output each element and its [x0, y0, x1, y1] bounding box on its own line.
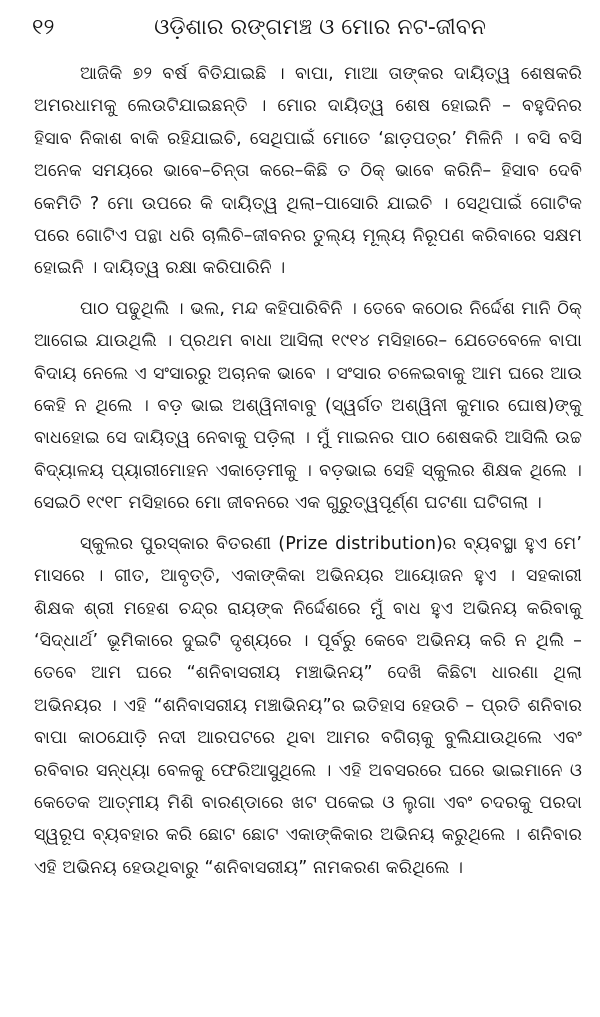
body-text	[34, 58, 582, 892]
page-number: ୧୨	[32, 15, 55, 40]
running-title: ଓଡ଼ିଶାର ରଙ୍ଗମଞ୍ଚ ଓ ମୋର ନଟ-ଜୀବନ	[154, 15, 486, 40]
paragraph-3: ସ୍କୁଲର ପୁରସ୍କାର ବିତରଣୀ (Prize distribution)ର ବ୍ୟବସ୍ଥା ହୁଏ ମେ’ ମାସରେ । ଗୀତ, ଆବୃତ୍ତି, ଏକାଙ୍କିକା ଅଭିନୟର ଆୟୋଜନ ହୁଏ । ସହକାରୀ ଶିକ୍ଷକ ଶ୍ରୀ ମହେଶ ଚନ୍ଦ୍ର ରାୟଙ୍କ ନିର୍ଦ୍ଦେଶରେ ମୁଁ ବାଧ ହୁଏ ଅଭିନୟ କରିବାକୁ ‘ସିଦ୍ଧାର୍ଥ’ ଭୂମିକାରେ ଦୁଇଟି ଦୃଶ୍ୟରେ । ପୂର୍ବରୁ କେବେ ଅଭିନୟ କରି ନ ଥିଲି – ତେବେ ଆମ ଘରେ “ଶନିବାସରୀୟ ମଞ୍ଚାଭିନୟ” ଦେଖି କିଛିଟା ଧାରଣା ଥିଲା ଅଭିନୟର । ଏହି “ଶନିବାସରୀୟ ମଞ୍ଚାଭିନୟ”ର ଇତିହାସ ହେଉଚି – ପ୍ରତି ଶନିବାର ବାପା କାଠଯୋଡ଼ି ନଦୀ ଆରପଟରେ ଥିବା ଆମର ବଗିଚାକୁ ବୁଲିଯାଉଥିଲେ ଏବଂ ରବିବାର ସନ୍ଧ୍ୟା ବେଳକୁ ଫେରିଆସୁଥିଲେ । ଏହି ଅବସରରେ ଘରେ ଭାଇମାନେ ଓ କେତେକ ଆତ୍ମୀୟ ମିଶି ବାରଣ୍ଡାରେ ଖଟ ପକେଇ ଓ ଲୁଗା ଏବଂ ଚଦରକୁ ପରଦା ସ୍ୱରୂପ ବ୍ୟବହାର କରି ଛୋଟ ଛୋଟ ଏକାଙ୍କିକାର ଅଭିନୟ କରୁଥିଲେ । ଶନିବାର ଏହି ଅଭିନୟ ହେଉଥିବାରୁ “ଶନିବାସରୀୟ” ନାମକରଣ କରିଥିଲେ ।	[34, 533, 582, 878]
paragraph-2: ପାଠ ପଢୁଥିଲି । ଭଲ, ମନ୍ଦ କହିପାରିବିନି । ତେବେ କଠୋର ନିର୍ଦ୍ଦେଶ ମାନି ଠିକ୍ ଆଗେଇ ଯାଉଥିଲି । ପ୍ରଥମ ବାଧା ଆସିଲା ୧୯୧୪ ମସିହାରେ– ଯେତେବେଳେ ବାପା ବିଦାୟ ନେଲେ ଏ ସଂସାରରୁ ଅଚାନକ ଭାବେ । ସଂସାର ଚଳେଇବାକୁ ଆମ ଘରେ ଆଉ କେହି ନ ଥିଲେ । ବଡ଼ ଭାଇ ଅଶ୍ୱିନୀବାବୁ (ସ୍ୱର୍ଗତ ଅଶ୍ୱିନୀ କୁମାର ଘୋଷ)ଙ୍କୁ ବାଧହୋଇ ସେ ଦାୟିତ୍ୱ ନେବାକୁ ପଡ଼ିଲା । ମୁଁ ମାଇନର ପାଠ ଶେଷକରି ଆସିଲି ଉଚ୍ଚ ବିଦ୍ୟାଳୟ ପ୍ୟାରୀମୋହନ ଏକାଡ଼େମୀକୁ । ବଡ଼ଭାଇ ସେହି ସ୍କୁଲର ଶିକ୍ଷକ ଥିଲେ । ସେଇଠି ୧୯୧୮ ମସିହାରେ ମୋ ଜୀବନରେ ଏକ ଗୁରୁତ୍ୱପୂର୍ଣ୍ଣ ଘଟଣା ଘଟିଗଲା ।	[34, 298, 582, 514]
page-header	[0, 12, 600, 44]
paragraph-1: ଆଜିକି ୭୨ ବର୍ଷ ବିତିଯାଇଛି । ବାପା, ମାଆ ତାଙ୍କର ଦାୟିତ୍ୱ ଶେଷକରି ଅମରଧାମକୁ ଲେଉଟିଯାଇଛନ୍ତି । ମୋର ଦାୟିତ୍ୱ ଶେଷ ହୋଇନି – ବହୁଦିନର ହିସାବ ନିକାଶ ବାକି ରହିଯାଇଚି, ସେଥିପାଇଁ ମୋତେ ‘ଛାଡ଼ପତ୍ର’ ମିଳିନି । ବସି ବସି ଅନେକ ସମୟରେ ଭାବେ–ଚିନ୍ତା କରେ–କିଛି ତ ଠିକ୍ ଭାବେ କରିନି– ହିସାବ ଦେବି କେମିତି ? ମୋ ଉପରେ କି ଦାୟିତ୍ୱ ଥିଲା–ପାସୋରି ଯାଇଚି । ସେଥିପାଇଁ ଗୋଟିକ ପରେ ଗୋଟିଏ ପନ୍ଥା ଧରି ଚାଲିଚି–ଜୀବନର ତୁଲ୍ୟ ମୂଲ୍ୟ ନିରୂପଣ କରିବାରେ ସକ୍ଷମ ହୋଇନି । ଦାୟିତ୍ୱ ରକ୍ଷା କରିପାରିନି ।	[34, 64, 582, 279]
